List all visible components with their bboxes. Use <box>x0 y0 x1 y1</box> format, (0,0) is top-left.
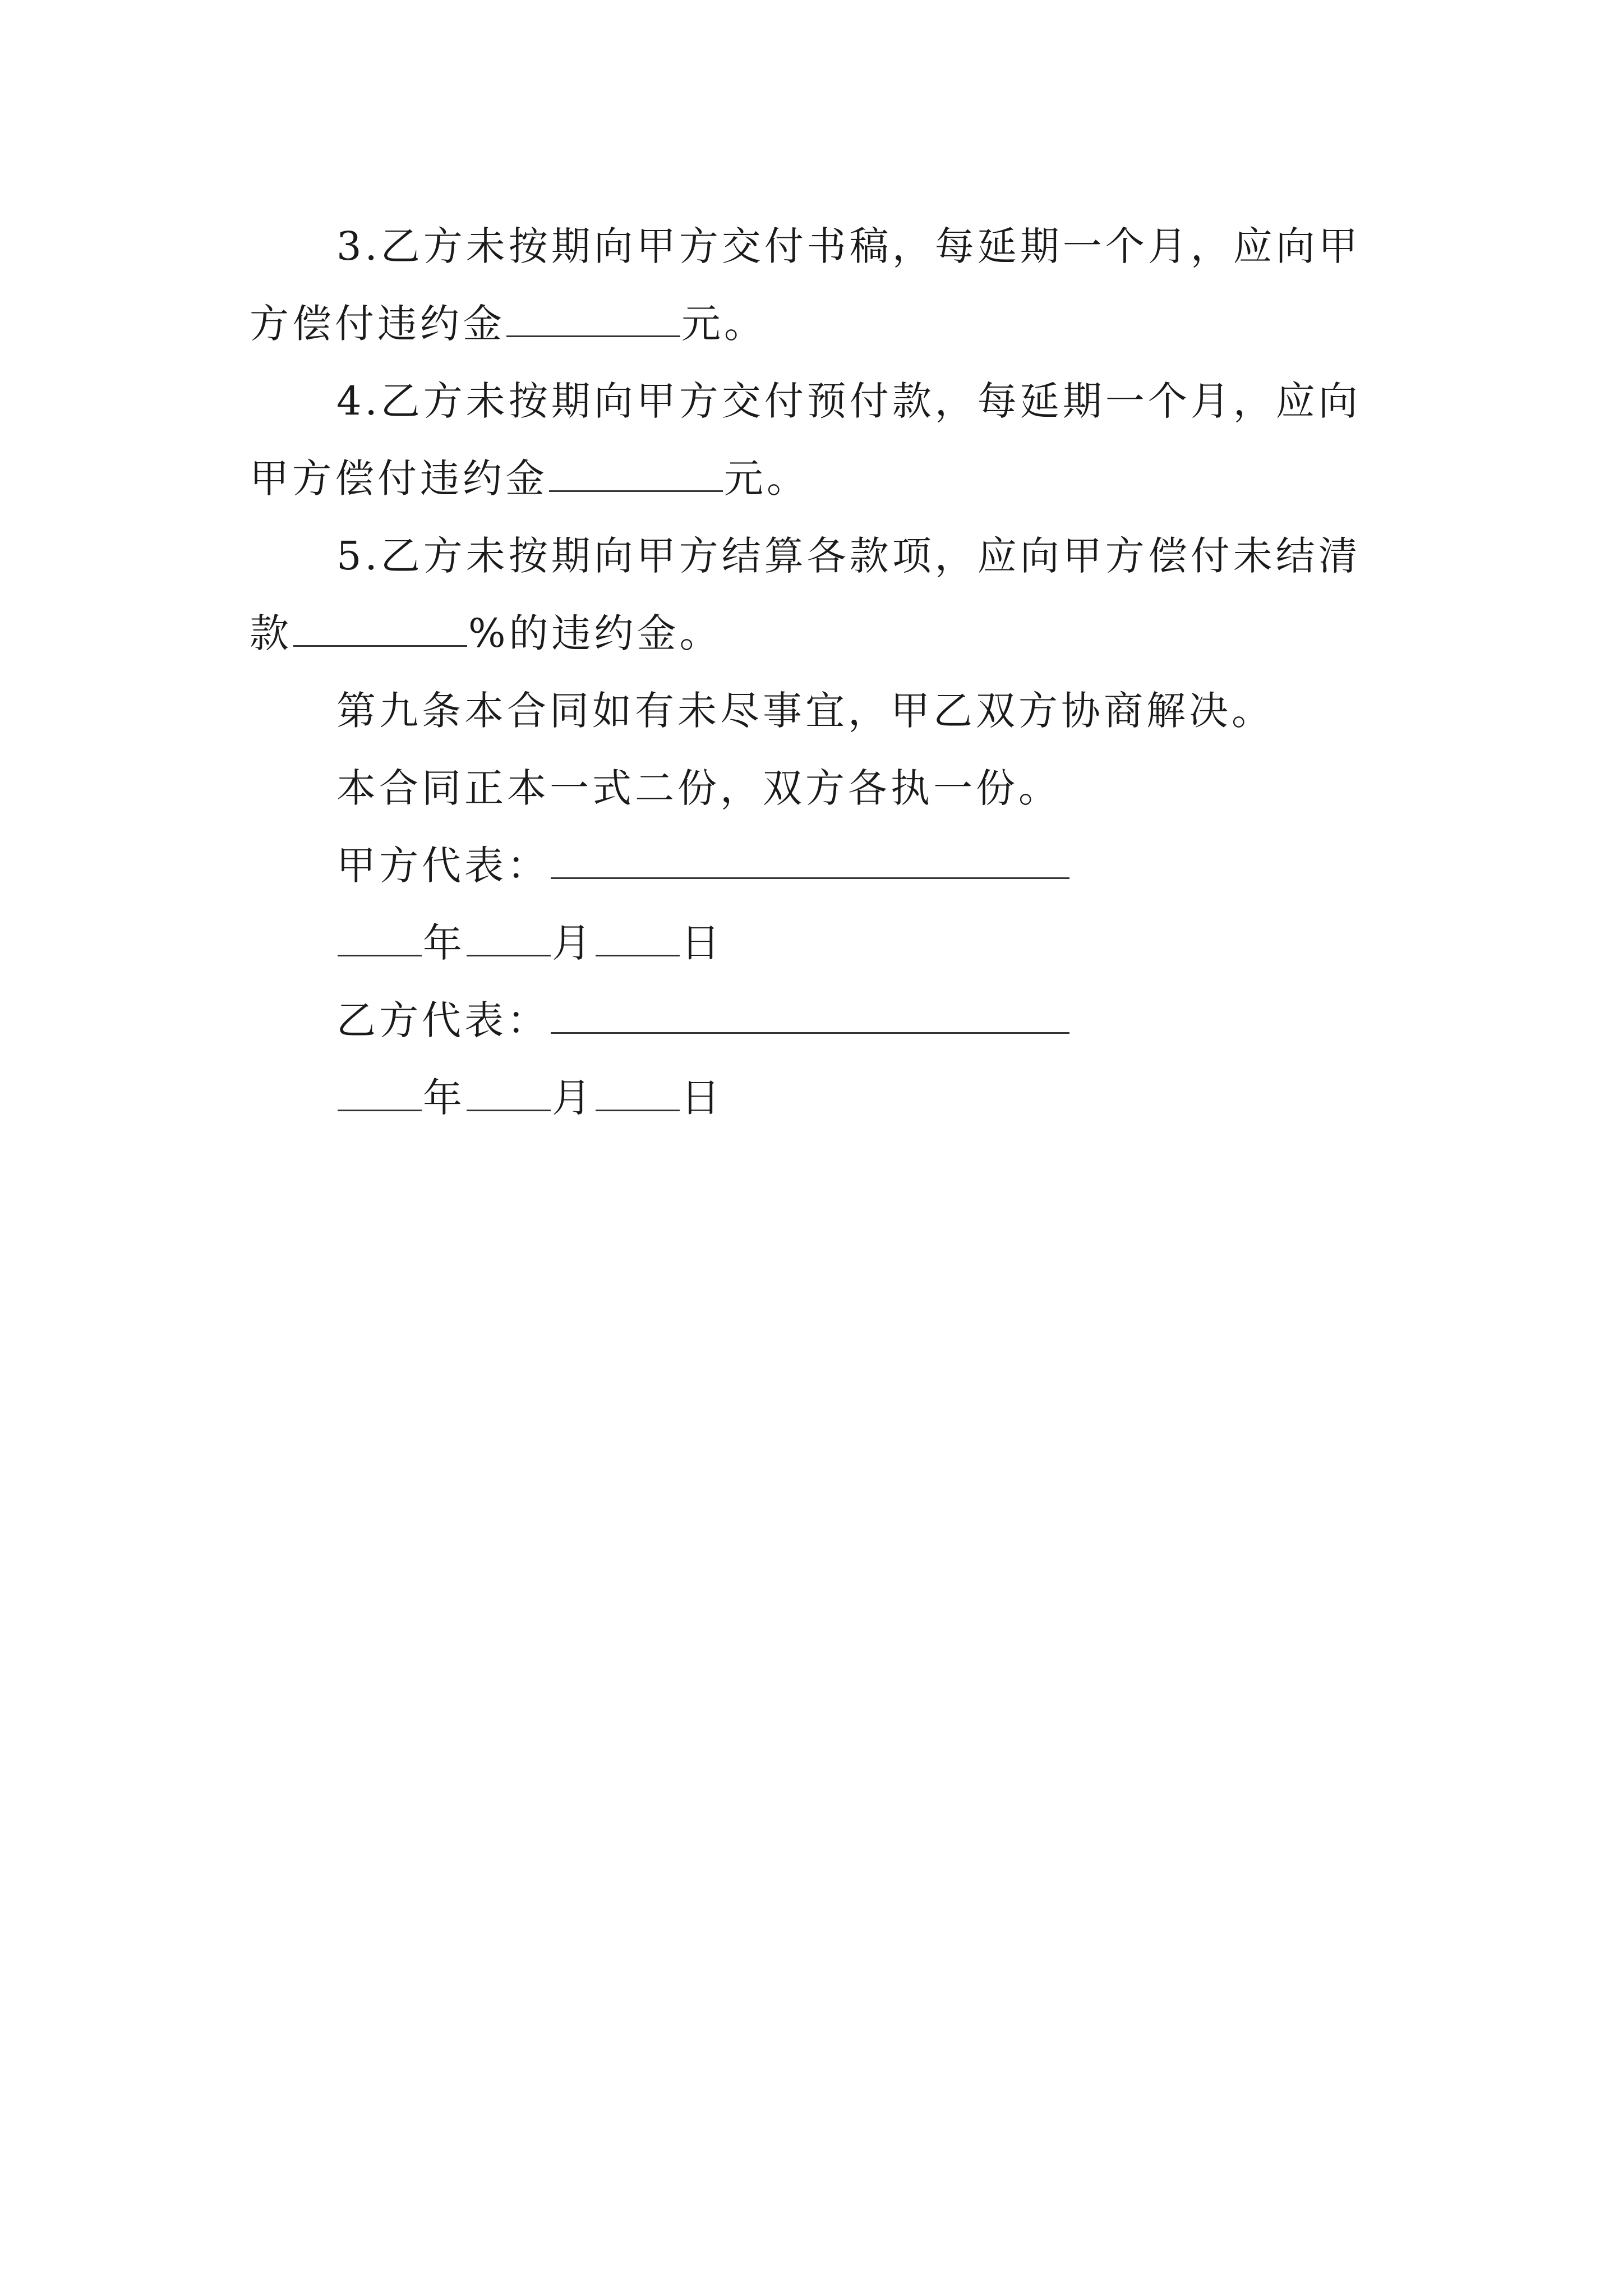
party-a-year-label: 年 <box>423 920 465 966</box>
penalty-amount-blank[interactable] <box>506 301 680 337</box>
settlement-percent-blank[interactable] <box>293 610 467 647</box>
party-b-month-blank[interactable] <box>467 1075 551 1111</box>
party-a-month-label: 月 <box>552 920 594 966</box>
party-b-year-label: 年 <box>423 1075 465 1121</box>
party-b-signature-line <box>250 982 1388 1059</box>
party-a-month-blank[interactable] <box>467 920 551 956</box>
clause-4-line-1: 4.乙方未按期向甲方交付预付款，每延期一个月，应向 <box>336 378 1361 424</box>
party-b-year-blank[interactable] <box>338 1075 422 1111</box>
clause-5-text: 款 <box>250 610 292 656</box>
clause-3-line-2 <box>250 285 1388 362</box>
clause-5-line-1: 5.乙方未按期向甲方结算各款项，应向甲方偿付未结清 <box>336 533 1361 579</box>
party-b-day-blank[interactable] <box>596 1075 680 1111</box>
prepayment-penalty-blank[interactable] <box>549 455 723 492</box>
clause-3-line-1: 3.乙方未按期向甲方交付书稿，每延期一个月，应向甲 <box>336 223 1361 269</box>
party-a-day-blank[interactable] <box>596 920 680 956</box>
party-a-day-label: 日 <box>681 920 723 966</box>
party-b-month-label: 月 <box>552 1075 594 1121</box>
article-9: 第九条本合同如有未尽事宜，甲乙双方协商解决。 <box>336 688 1274 734</box>
clause-4-text: 甲方偿付违约金 <box>250 455 548 501</box>
clause-5-unit: %的违约金。 <box>468 610 722 656</box>
party-b-date-line <box>250 1059 1388 1137</box>
party-b-label: 乙方代表： <box>336 997 550 1043</box>
copies-clause: 本合同正本一式二份，双方各执一份。 <box>336 765 1061 811</box>
clause-5-line-2 <box>250 595 1388 672</box>
party-a-date-line <box>250 904 1388 982</box>
clause-4-line-2 <box>250 440 1388 517</box>
document-body <box>250 208 1388 1137</box>
party-a-signature-line <box>250 827 1388 904</box>
party-a-signature-blank[interactable] <box>551 843 1069 879</box>
party-b-signature-blank[interactable] <box>551 997 1069 1034</box>
party-b-day-label: 日 <box>681 1075 723 1121</box>
clause-3-text: 方偿付违约金 <box>250 301 505 347</box>
clause-3-unit: 元。 <box>681 301 767 347</box>
party-a-year-blank[interactable] <box>338 920 422 956</box>
clause-4-unit: 元。 <box>724 455 809 501</box>
party-a-label: 甲方代表： <box>336 843 550 889</box>
